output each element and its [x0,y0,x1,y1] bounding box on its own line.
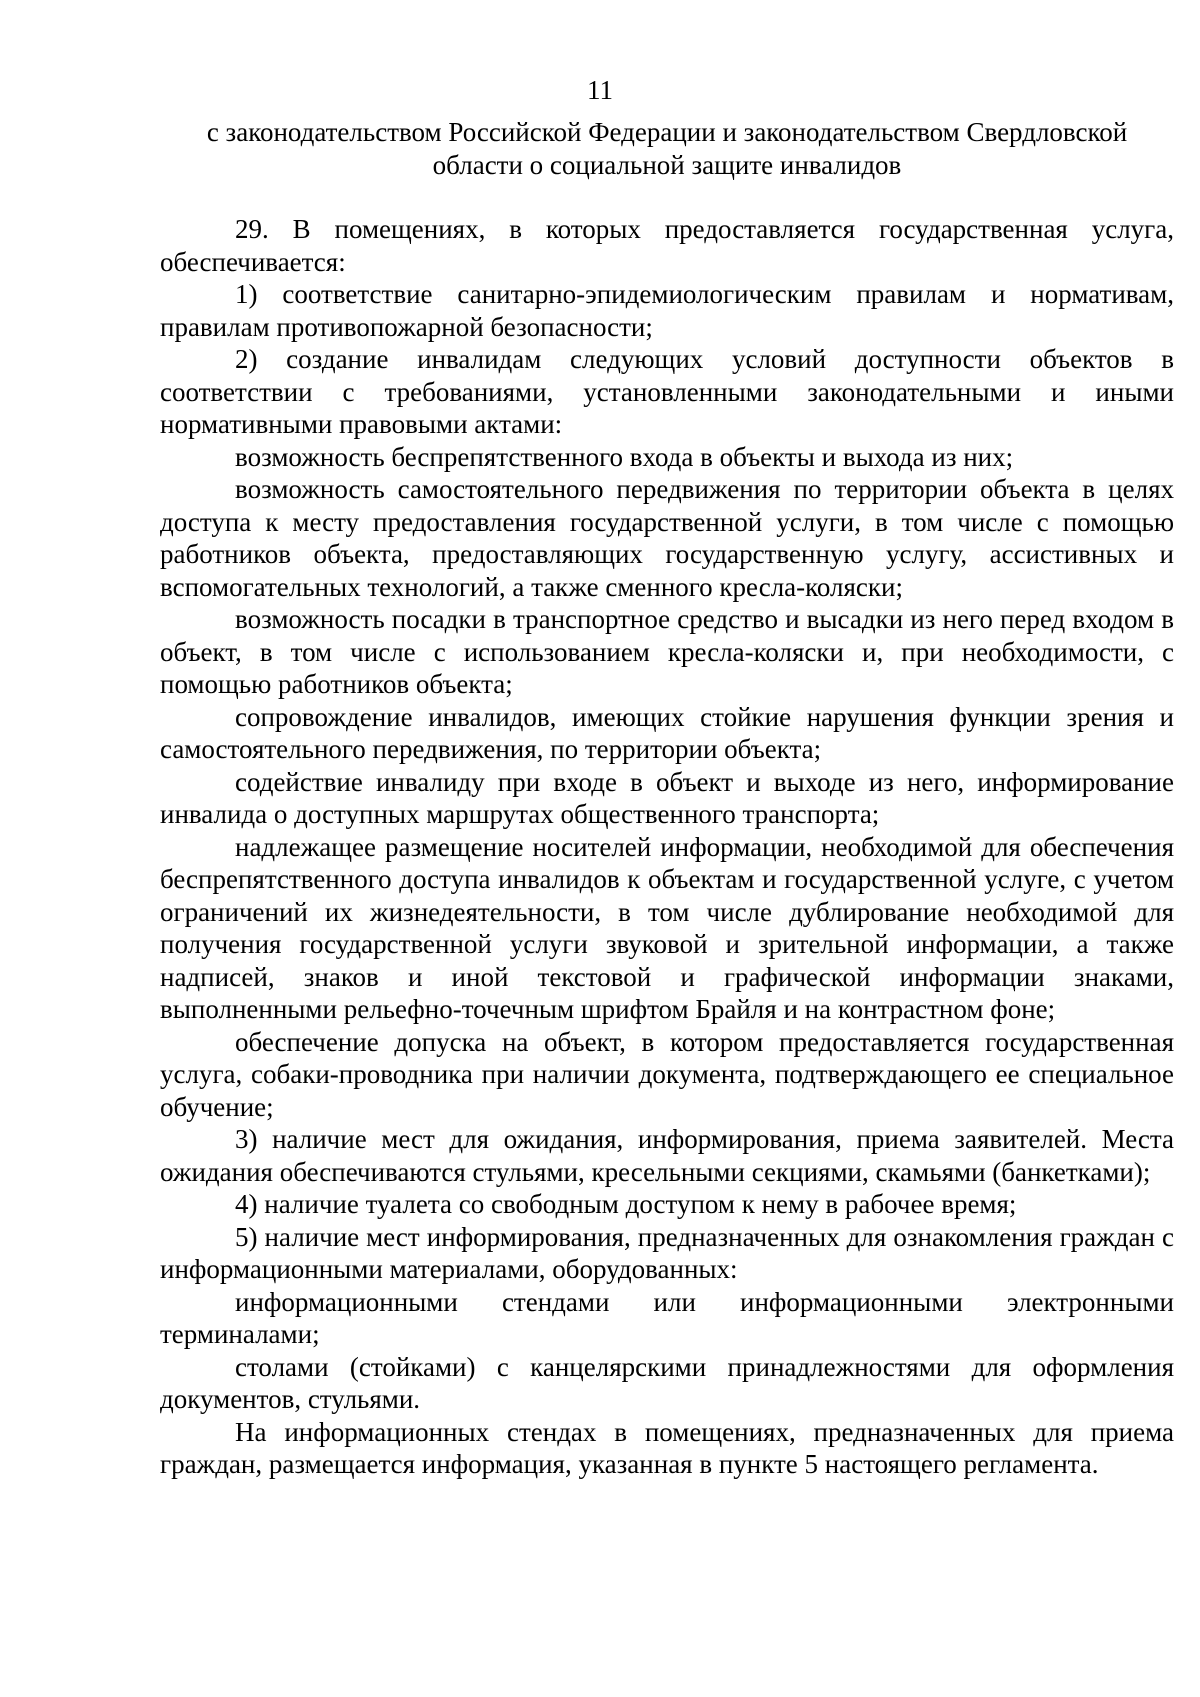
paragraph-info-stands: На информационных стендах в помещениях, предназначенных для приема граждан, размещается информация, указанная в пункте 5 настоящего регламента. [160,1416,1174,1479]
paragraph-29: 29. В помещениях, в которых предоставляется государственная услуга, обеспечивается: [160,214,1174,277]
paragraph-transport: возможность посадки в транспортное средство и высадки из него перед входом в объект, в том числе с использованием кресла-коляски и, при необходимости, с помощью работников объекта; [160,604,1174,699]
page-number: 11 [587,75,613,105]
paragraph-stands: информационными стендами или информационными электронными терминалами; [160,1286,1174,1349]
paragraph-assistance: содействие инвалиду при входе в объект и выходе из него, информирование инвалида о доступных маршрутах общественного транспорта; [160,766,1174,829]
paragraph-escort: сопровождение инвалидов, имеющих стойкие нарушения функции зрения и самостоятельного передвижения, по территории объекта; [160,701,1174,764]
continued-heading: с законодательством Российской Федерации и законодательством Свердловской области о социальной защите инвалидов [206,117,1128,180]
paragraph-item-5: 5) наличие мест информирования, предназначенных для ознакомления граждан с информационными материалами, оборудованных: [160,1221,1174,1284]
paragraph-movement: возможность самостоятельного передвижения по территории объекта в целях доступа к месту предоставления государственной услуги, в том числе с помощью работников объекта, предоставляющих государственную услугу, ассистивных и вспомогательных технологий, а также сменного кресла-коляски; [160,474,1174,602]
paragraph-information-carriers: надлежащее размещение носителей информации, необходимой для обеспечения беспрепятственного доступа инвалидов к объектам и государственной услуге, с учетом ограничений их жизнедеятельности, в том числе дублирование необходимой для получения государственной услуги звуковой и зрительной информации, а также надписей, знаков и иной текстовой и графической информации знаками, выполненными рельефно-точечным шрифтом Брайля и на контрастном фоне; [160,831,1174,1024]
paragraph-item-1: 1) соответствие санитарно-эпидемиологическим правилам и нормативам, правилам противопожарной безопасности; [160,279,1174,342]
paragraph-item-3: 3) наличие мест для ожидания, информирования, приема заявителей. Места ожидания обеспечиваются стульями, кресельными секциями, скамьями (банкетками); [160,1124,1174,1187]
paragraph-item-2: 2) создание инвалидам следующих условий доступности объектов в соответствии с требованиями, установленными законодательными и иными нормативными правовыми актами: [160,344,1174,439]
paragraph-item-4: 4) наличие туалета со свободным доступом к нему в рабочее время; [235,1189,1017,1219]
paragraph-tables: столами (стойками) с канцелярскими принадлежностями для оформления документов, стульями. [160,1351,1174,1414]
paragraph-guide-dog: обеспечение допуска на объект, в котором предоставляется государственная услуга, собаки-проводника при наличии документа, подтверждающего ее специальное обучение; [160,1026,1174,1122]
document-body [160,116,1174,1481]
paragraph-entrance-exit: возможность беспрепятственного входа в объекты и выхода из них; [235,441,1014,472]
